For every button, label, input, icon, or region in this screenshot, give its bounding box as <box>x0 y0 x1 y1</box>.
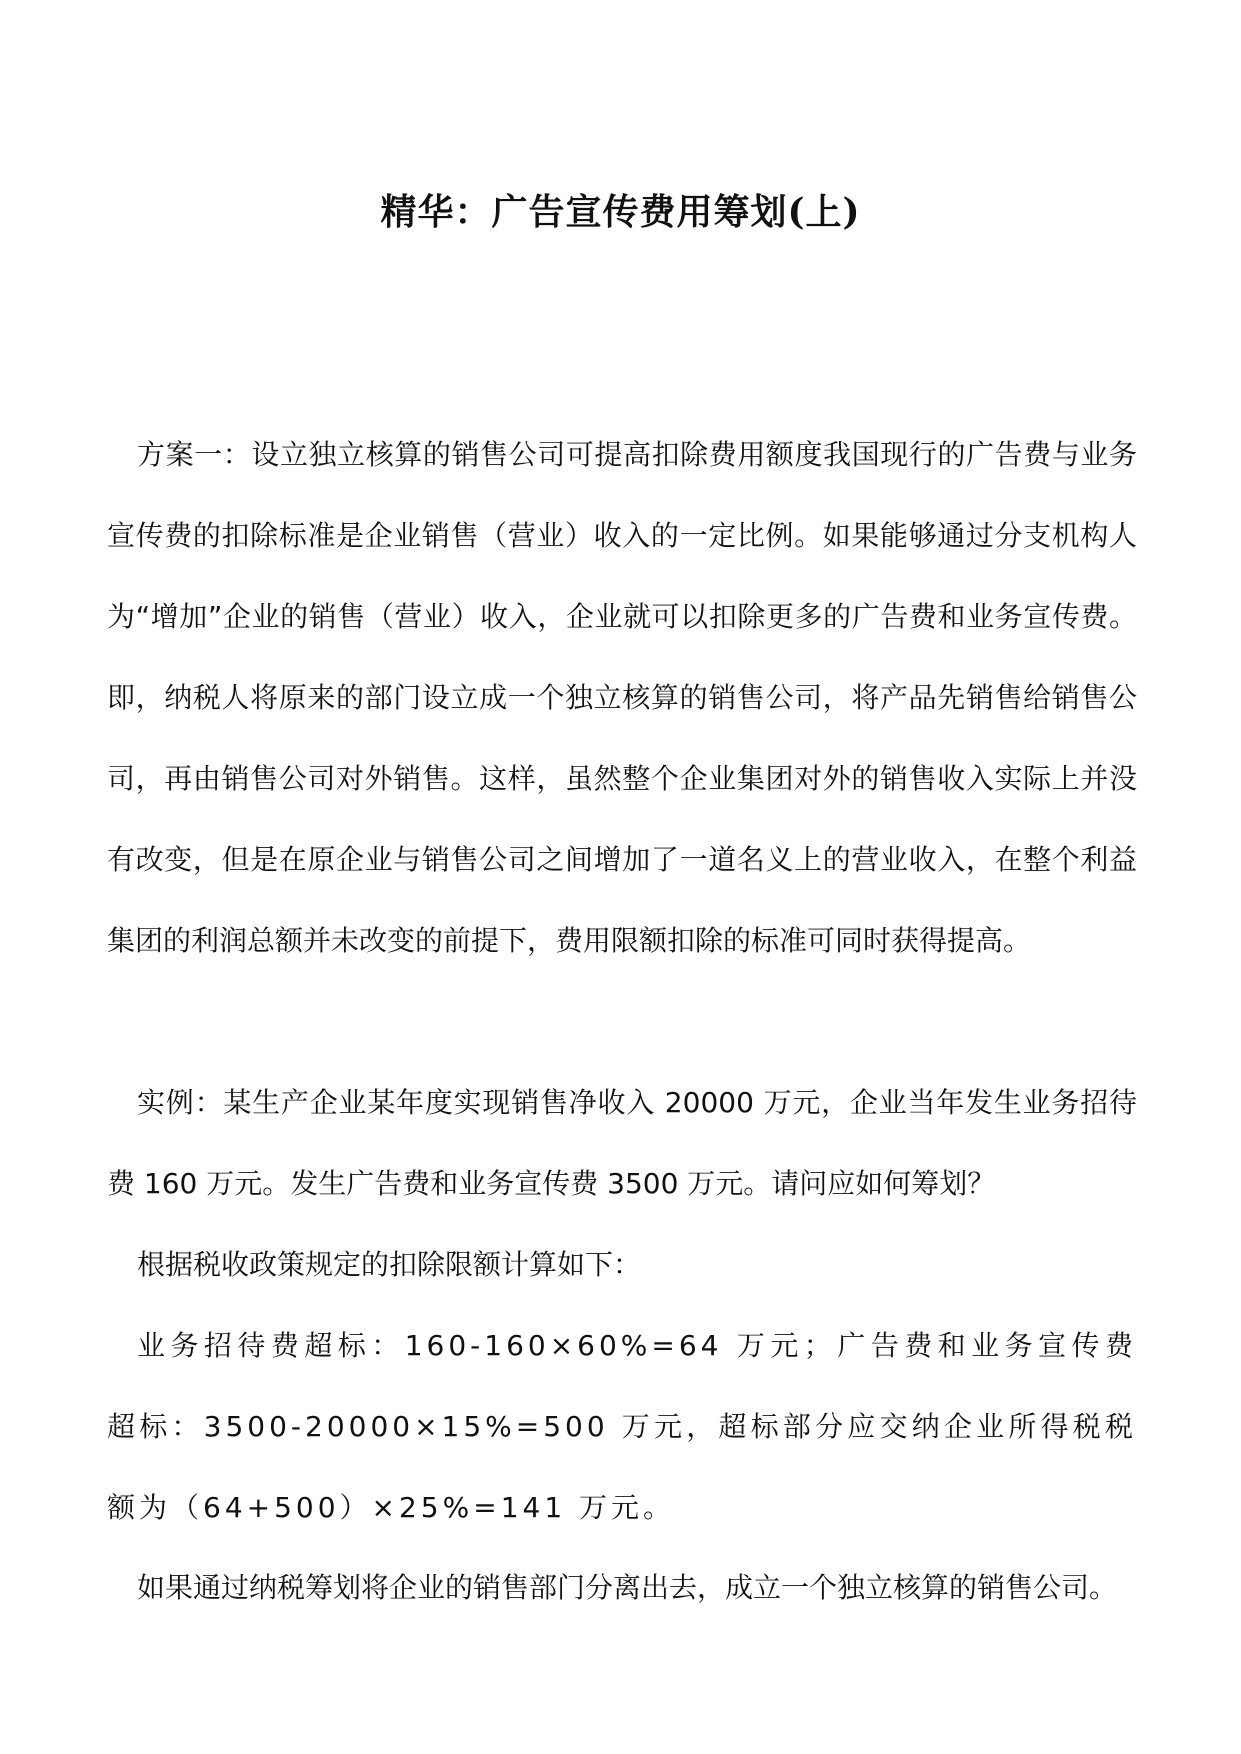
paragraph-example: 实例：某生产企业某年度实现销售净收入 20000 万元，企业当年发生业务招待费 160 万元。发生广告费和业务宣传费 3500 万元。请问应如何筹划？ <box>107 1086 1137 1200</box>
paragraph-calculation-intro: 根据税收政策规定的扣除限额计算如下： <box>137 1248 642 1281</box>
paragraph-calculation: 业务招待费超标：160-160×60%=64 万元；广告费和业务宣传费超标：3500-20000×15%=500 万元，超标部分应交纳企业所得税税额为（64+500）×25%=141 万元。 <box>107 1329 1137 1524</box>
paragraph-plan-one: 方案一：设立独立核算的销售公司可提高扣除费用额度我国现行的广告费与业务宣传费的扣除标准是企业销售（营业）收入的一定比例。如果能够通过分支机构人为“增加”企业的销售（营业）收入，企业就可以扣除更多的广告费和业务宣传费。即，纳税人将原来的部门设立成一个独立核算的销售公司，将产品先销售给销售公司，再由销售公司对外销售。这样，虽然整个企业集团对外的销售收入实际上并没有改变，但是在原企业与销售公司之间增加了一道名义上的营业收入，在整个利益集团的利润总额并未改变的前提下，费用限额扣除的标准可同时获得提高。 <box>107 438 1137 957</box>
paragraph-planning: 如果通过纳税筹划将企业的销售部门分离出去，成立一个独立核算的销售公司。 <box>137 1571 1118 1604</box>
document-title: 精华：广告宣传费用筹划(上) <box>380 191 861 234</box>
